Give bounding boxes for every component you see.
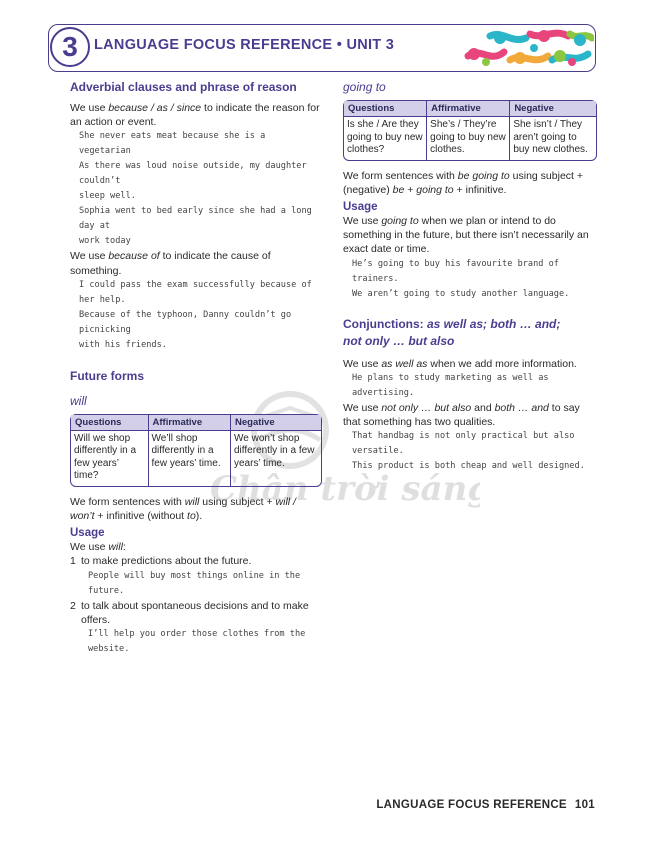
example-sentence: This product is both cheap and well designed. bbox=[352, 461, 585, 472]
example-sentence: That handbag is not only practical but also versatile. bbox=[352, 431, 575, 457]
example-sentence: I’ll help you order those clothes from the website. bbox=[88, 629, 306, 655]
will-table bbox=[70, 414, 322, 487]
will-subheading: will bbox=[70, 393, 87, 408]
table-cell: She’s / They’re going to buy new clothes. bbox=[427, 117, 510, 160]
page-footer bbox=[376, 799, 595, 811]
example-sentence: Because of the typhoon, Danny couldn’t go picnicking bbox=[79, 309, 292, 335]
going-to-table bbox=[343, 100, 597, 161]
example-sentence: sleep well. bbox=[79, 191, 136, 202]
left-column bbox=[70, 80, 322, 657]
example-sentence: He’s going to buy his favourite brand of trainers. bbox=[352, 258, 559, 284]
table-cell: We’ll shop differently in a few years’ time. bbox=[149, 431, 232, 486]
usage-item: 2 to talk about spontaneous decisions and to make offers. bbox=[70, 599, 309, 626]
table-header: Negative bbox=[510, 101, 596, 117]
going-to-form-rule: We form sentences with be going to using subject + (negative) be + going to + infinitive. bbox=[343, 169, 584, 196]
table-cell: Will we shop differently in a few years’ time? bbox=[71, 431, 149, 486]
example-sentence: work today bbox=[79, 236, 131, 247]
adverbial-heading: Adverbial clauses and phrase of reason bbox=[70, 80, 297, 94]
example-sentence: with his friends. bbox=[79, 339, 167, 350]
table-cell: Is she / Are they going to buy new clothes? bbox=[344, 117, 427, 160]
future-forms-heading: Future forms bbox=[70, 368, 145, 383]
example-sentence: We aren’t going to study another language. bbox=[352, 288, 570, 299]
example-sentence: He plans to study marketing as well as advertising. bbox=[352, 372, 549, 398]
conjunctions-rule-2: We use not only … but also and both … and to say that something has two qualities. bbox=[343, 401, 580, 428]
adverbial-rule-1: We use because / as / since to indicate the reason for an action or event. bbox=[70, 102, 320, 129]
usage-intro: We use will: bbox=[70, 541, 126, 554]
conjunctions-heading: Conjunctions: as well as; both … and; not only … but also bbox=[343, 316, 561, 348]
unit-number-badge: 3 bbox=[50, 27, 90, 67]
usage-heading: Usage bbox=[70, 527, 105, 540]
watermark-text: Chân trời sán bbox=[210, 469, 468, 509]
page-title: LANGUAGE FOCUS REFERENCE • UNIT 3 bbox=[94, 37, 395, 53]
example-sentence: Sophia went to bed early since she had a long day at bbox=[79, 206, 312, 232]
will-form-rule: We form sentences with will using subject + will / won’t + infinitive (without to). bbox=[70, 495, 296, 523]
decorative-blobs-graphic bbox=[460, 26, 594, 70]
usage-heading: Usage bbox=[343, 200, 378, 213]
table-header: Questions bbox=[344, 101, 427, 117]
table-header: Questions bbox=[71, 415, 149, 431]
going-to-usage: We use going to when we plan or intend to do something in the future, but there isn’t necessarily an exact date or time. bbox=[343, 214, 589, 256]
example-sentence: She never eats meat because she is a vegetarian bbox=[79, 131, 266, 157]
table-header: Negative bbox=[231, 415, 321, 431]
table-header: Affirmative bbox=[427, 101, 510, 117]
page-header bbox=[48, 24, 596, 72]
example-sentence: People will buy most things online in the future. bbox=[88, 570, 301, 596]
going-to-subheading: going to bbox=[343, 80, 386, 94]
footer-label: LANGUAGE FOCUS REFERENCE bbox=[376, 799, 567, 811]
table-header: Affirmative bbox=[149, 415, 232, 431]
page-number: 101 bbox=[574, 799, 595, 811]
example-sentence: I could pass the exam successfully because of her help. bbox=[79, 279, 312, 305]
table-cell: We won’t shop differently in a few years’ time. bbox=[234, 432, 315, 469]
example-sentence: As there was loud noise outside, my daughter couldn’t bbox=[79, 161, 307, 187]
table-cell: She isn’t / They aren’t going to buy new clothes. bbox=[513, 119, 588, 155]
right-column bbox=[343, 80, 597, 474]
usage-item: 1 to make predictions about the future. bbox=[70, 555, 252, 568]
conjunctions-rule-1: We use as well as when we add more information. bbox=[343, 357, 577, 370]
adverbial-rule-2: We use because of to indicate the cause of something. bbox=[70, 250, 271, 277]
